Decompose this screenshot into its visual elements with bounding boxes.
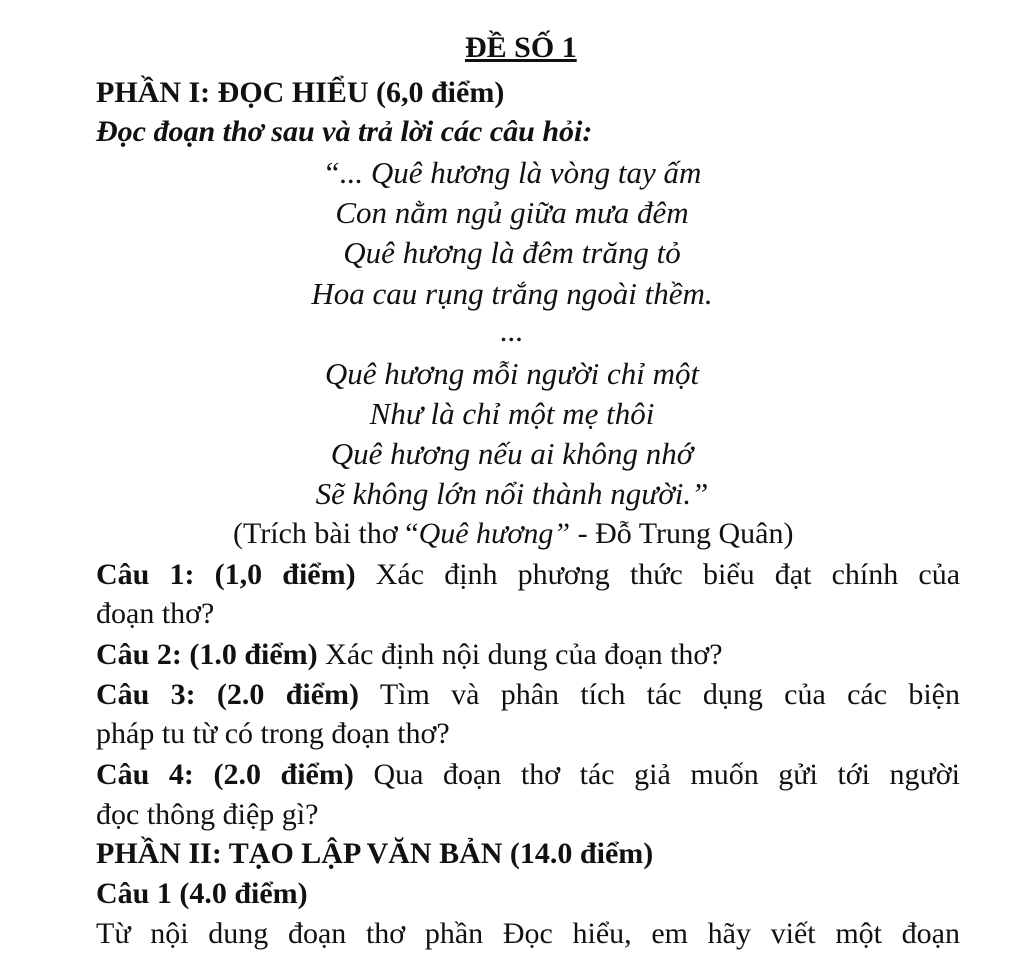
poem-line-2: Con nằm ngủ giữa mưa đêm: [335, 195, 689, 230]
poem-line-6: Như là chỉ một mẹ thôi: [369, 396, 655, 431]
question-3-text: Tìm và phân tích tác dụng của các biện: [379, 678, 960, 711]
question-3-label: Câu 3: (2.0 điểm): [96, 678, 360, 711]
poem-line-1: “... Quê hương là vòng tay ấm: [322, 155, 702, 190]
part1-instruction: Đọc đoạn thơ sau và trả lời các câu hỏi:: [96, 115, 593, 148]
poem-line-5: Quê hương mỗi người chỉ một: [324, 356, 700, 391]
poem-source-prefix: (Trích bài thơ “: [233, 517, 419, 550]
poem-line-3: Quê hương là đêm trăng tỏ: [343, 235, 681, 270]
question-4-text: Qua đoạn thơ tác giả muốn gửi tới người: [373, 758, 961, 791]
poem-ellipsis: ...: [500, 313, 524, 348]
part2-heading: PHẦN II: TẠO LẬP VĂN BẢN (14.0 điểm): [96, 837, 654, 870]
poem-source-title: Quê hương”: [418, 517, 571, 550]
part1-heading: PHẦN I: ĐỌC HIỂU (6,0 điểm): [96, 76, 505, 109]
question-2-label: Câu 2: (1.0 điểm): [96, 638, 318, 671]
part2-question-1-label: Câu 1 (4.0 điểm): [96, 877, 308, 910]
question-4-label: Câu 4: (2.0 điểm): [96, 758, 354, 791]
question-2-line-1: [96, 637, 723, 673]
poem-source-suffix: - Đỗ Trung Quân): [570, 517, 794, 550]
question-4-line-1: [96, 757, 960, 793]
question-1-label: Câu 1: (1,0 điểm): [96, 558, 356, 591]
question-4-line-2: đọc thông điệp gì?: [96, 798, 319, 831]
question-1-line-2: đoạn thơ?: [96, 597, 215, 630]
part2-question-1-text: Từ nội dung đoạn thơ phần Đọc hiểu, em hãy viết một đoạn: [96, 917, 960, 950]
poem-line-8: Sẽ không lớn nổi thành người.”: [315, 476, 709, 511]
poem-source: [233, 516, 793, 552]
question-3-line-2: pháp tu từ có trong đoạn thơ?: [96, 717, 450, 750]
question-1-text: Xác định phương thức biểu đạt chính của: [375, 558, 961, 591]
question-2-text: Xác định nội dung của đoạn thơ?: [325, 638, 723, 671]
poem-line-4: Hoa cau rụng trắng ngoài thềm.: [311, 276, 713, 311]
poem-line-7: Quê hương nếu ai không nhớ: [330, 436, 694, 471]
document-title: ĐỀ SỐ 1: [465, 31, 577, 64]
question-1-line-1: [96, 557, 960, 593]
question-3-line-1: [96, 677, 960, 713]
